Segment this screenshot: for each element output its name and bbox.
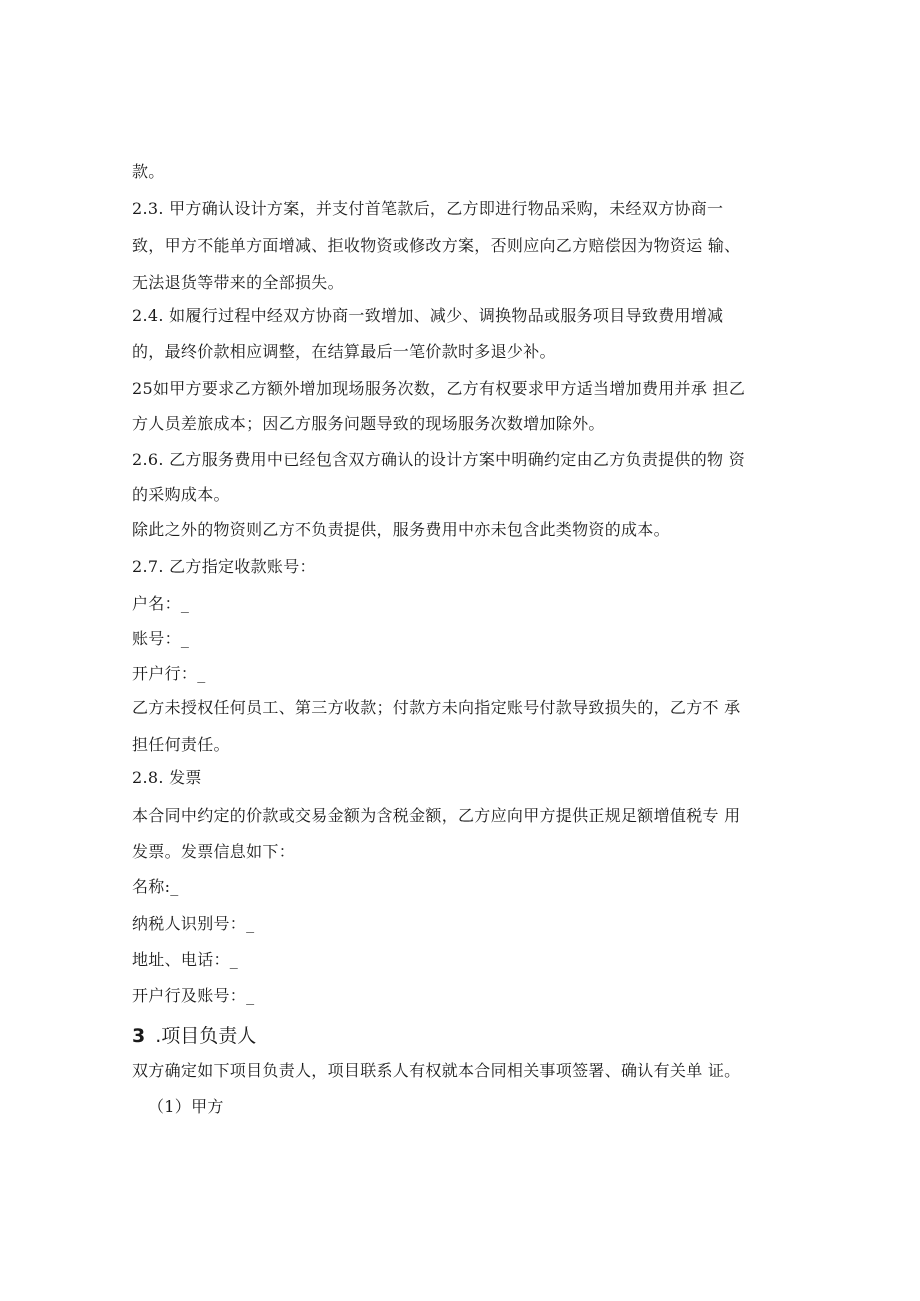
text-line: 款。 bbox=[132, 162, 165, 181]
text-line: 致，甲方不能单方面增减、拒收物资或修改方案，否则应向乙方赔偿因为物资运 输、 bbox=[132, 236, 741, 255]
account-number-field: 账号：_ bbox=[132, 629, 190, 648]
account-name-field: 户名：_ bbox=[132, 594, 190, 613]
section-number: 3 bbox=[132, 1025, 146, 1047]
text-line: 担任何责任。 bbox=[132, 735, 230, 754]
clause-2-5: 25如甲方要求乙方额外增加现场服务次数，乙方有权要求甲方适当增加费用并承 担乙 bbox=[132, 379, 746, 398]
section-3-heading bbox=[132, 1024, 256, 1048]
text-line: 双方确定如下项目负责人，项目联系人有权就本合同相关事项签署、确认有关单 证。 bbox=[132, 1061, 741, 1080]
text-line: 除此之外的物资则乙方不负责提供，服务费用中亦未包含此类物资的成本。 bbox=[132, 520, 670, 539]
clause-2-7: 2.7. 乙方指定收款账号： bbox=[132, 557, 316, 576]
clause-2-3: 2.3. 甲方确认设计方案，并支付首笔款后，乙方即进行物品采购，未经双方协商一 bbox=[132, 199, 724, 218]
party-a-label: （1）甲方 bbox=[148, 1097, 224, 1116]
bank-account-field: 开户行及账号：_ bbox=[132, 986, 255, 1005]
clause-2-4: 2.4. 如履行过程中经双方协商一致增加、减少、调换物品或服务项目导致费用增减 bbox=[132, 306, 724, 325]
taxpayer-id-field: 纳税人识别号：_ bbox=[132, 914, 255, 933]
bank-field: 开户行：_ bbox=[132, 664, 206, 683]
text-line: 发票。发票信息如下： bbox=[132, 842, 296, 861]
clause-2-8: 2.8. 发票 bbox=[132, 768, 202, 787]
text-line: 方人员差旅成本；因乙方服务问题导致的现场服务次数增加除外。 bbox=[132, 414, 605, 433]
text-line: 的，最终价款相应调整，在结算最后一笔价款时多退少补。 bbox=[132, 342, 556, 361]
text-line: 的采购成本。 bbox=[132, 485, 230, 504]
section-title: .项目负责人 bbox=[155, 1025, 257, 1047]
text-line: 乙方未授权任何员工、第三方收款；付款方未向指定账号付款导致损失的，乙方不 承 bbox=[132, 698, 741, 717]
invoice-name-field: 名称:_ bbox=[132, 877, 179, 896]
clause-2-6: 2.6. 乙方服务费用中已经包含双方确认的设计方案中明确约定由乙方负责提供的物 资 bbox=[132, 450, 746, 469]
address-phone-field: 地址、电话：_ bbox=[132, 950, 239, 969]
text-line: 无法退货等带来的全部损失。 bbox=[132, 273, 344, 292]
text-line: 本合同中约定的价款或交易金额为含税金额，乙方应向甲方提供正规足额增值税专 用 bbox=[132, 806, 741, 825]
